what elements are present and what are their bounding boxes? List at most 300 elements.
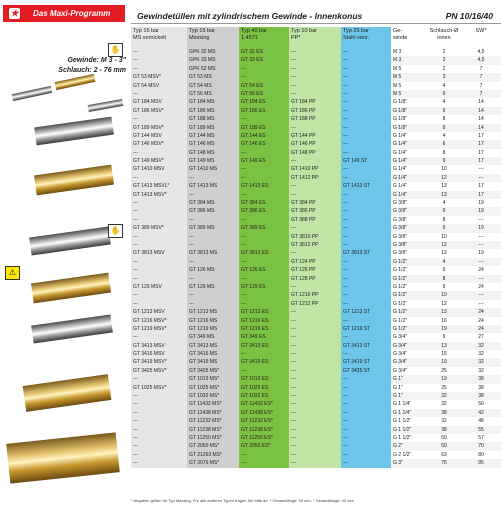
table-cell: GT 349 MS [187,333,239,341]
table-cell: --- [239,73,289,81]
table-cell: GT 3812 PP [289,241,341,249]
table-cell: --- [289,317,341,325]
table-cell: 17 [461,132,501,140]
table-cell: --- [239,241,289,249]
table-cell: GT 1410 PP [289,165,341,173]
table-cell: 14 [461,115,501,123]
table-cell: 19 [461,249,501,257]
table-cell: 38 [461,384,501,392]
table-row [131,275,501,283]
table-cell: --- [341,107,391,115]
table-cell: --- [239,65,289,73]
table-cell: GT 1025 MS* [187,384,239,392]
table-cell: G 1/4" [391,191,427,199]
table-cell: --- [341,291,391,299]
table-cell: GT 126 PP [289,266,341,274]
table-row [131,442,501,450]
table-cell: GT 33 ES [239,56,289,64]
table-row [131,149,501,157]
table-cell: --- [187,174,239,182]
table-cell: GT 3413 ST [341,342,391,350]
table-cell: 6 [427,266,461,274]
table-cell: 16 [427,317,461,325]
table-cell: --- [239,165,289,173]
table-cell: G 1/2" [391,300,427,308]
table-cell: 38 [427,409,461,417]
program-badge-label: Das Maxi-Programm [33,9,111,18]
table-row [131,342,501,350]
table-row [131,56,501,64]
table-cell: G 1 1/4" [391,409,427,417]
table-cell: --- [289,56,341,64]
table-cell: GT 11438 MS* [187,409,239,417]
table-cell: --- [187,216,239,224]
table-cell: --- [341,451,391,459]
table-cell: GT 1212 PP [289,300,341,308]
table-cell: --- [341,283,391,291]
table-cell: --- [239,115,289,123]
table-cell: G 3/8" [391,241,427,249]
table-cell: M 5 [391,82,427,90]
table-cell: 14 [461,107,501,115]
table-cell: G 1/4" [391,140,427,148]
table-cell: 25 [427,384,461,392]
table-cell: 13 [427,182,461,190]
table-cell: 80 [461,451,501,459]
table-cell: GT 3810 PP [289,233,341,241]
table-row [131,426,501,434]
table-cell: GT 2050 ES* [239,442,289,450]
table-cell: --- [131,434,187,442]
table-cell: G 1 1/2" [391,434,427,442]
table-cell: 4,5 [461,56,501,64]
table-cell: --- [341,140,391,148]
table-cell: G 1/2" [391,258,427,266]
table-cell: --- [289,358,341,366]
warning-icon: ⚠ [5,266,20,280]
header-bar [131,10,501,24]
table-row [131,157,501,165]
fitting-image-4 [31,273,111,304]
table-row [131,233,501,241]
table-row [131,409,501,417]
table-cell: --- [239,258,289,266]
table-cell: 4 [427,132,461,140]
table-cell: --- [131,459,187,467]
table-cell: GT 1410 MSV [131,165,187,173]
table-cell: 3 [427,73,461,81]
fitting-image-1 [34,117,114,146]
table-cell: --- [187,233,239,241]
table-cell: --- [131,275,187,283]
table-cell: GT 144 PP [289,132,341,140]
table-cell: 17 [461,182,501,190]
table-cell: G 3/4" [391,350,427,358]
table-cell: --- [289,249,341,257]
table-cell: GT 129 MSV [131,283,187,291]
table-cell: G 3/4" [391,367,427,375]
table-cell: --- [289,82,341,90]
table-cell: --- [289,342,341,350]
table-cell: --- [289,90,341,98]
table-cell: 7 [461,73,501,81]
table-cell: GT 149 ES [239,157,289,165]
table-cell: G 3/8" [391,249,427,257]
table-cell: 10 [427,233,461,241]
table-cell: 50 [427,434,461,442]
table-cell: --- [341,384,391,392]
table-cell: 9 [427,124,461,132]
table-cell: 32 [461,342,501,350]
table-cell: GT 384 MS [187,199,239,207]
table-cell: GT 1019 MS* [187,375,239,383]
table-cell: 4 [427,98,461,106]
table-cell: 6 [427,207,461,215]
table-cell: GT 3419 ST [341,358,391,366]
table-cell: --- [289,451,341,459]
table-cell: 9 [427,157,461,165]
table-cell: GT 3813 MS [187,249,239,257]
table-cell: --- [289,350,341,358]
table-cell: GT 146 MSV* [131,140,187,148]
table-cell: GT 1213 ST [341,308,391,316]
table-row [131,216,501,224]
table-cell: --- [341,266,391,274]
table-cell: GT 386 ES [239,207,289,215]
table-cell: --- [289,308,341,316]
table-cell: 19 [427,358,461,366]
table-cell: GT 1210 PP [289,291,341,299]
table-cell: --- [289,459,341,467]
table-cell: 10 [427,165,461,173]
table-cell: --- [341,224,391,232]
table-cell: --- [187,300,239,308]
table-cell: 19 [427,325,461,333]
table-row [131,375,501,383]
table-cell: GT 11238 MS* [187,426,239,434]
table-cell: G 3/8" [391,233,427,241]
table-cell: --- [341,149,391,157]
table-cell: GT 3413 MSV [131,342,187,350]
table-cell: 14 [461,98,501,106]
fitting-image-3 [29,227,111,256]
table-cell: GT 1216 MSV* [131,317,187,325]
table-row [131,199,501,207]
table-cell: --- [461,291,501,299]
table-cell: GT 11232 ES* [239,417,289,425]
table-cell: G 3" [391,459,427,467]
table-cell: G 1/4" [391,182,427,190]
table-cell: G 1/4" [391,174,427,182]
table-cell: --- [341,434,391,442]
table-row [131,417,501,425]
table-cell: 13 [427,342,461,350]
table-cell: --- [289,367,341,375]
table-cell: --- [131,409,187,417]
table-cell: GT 189 ES [239,124,289,132]
table-cell: G 1/2" [391,283,427,291]
table-cell: GT 149 ST [341,157,391,165]
table-cell: GT 1019 ES [239,375,289,383]
table-row [131,73,501,81]
table-cell: 17 [461,149,501,157]
fitting-image-2 [34,165,114,196]
table-cell: --- [341,82,391,90]
table-cell: G 1/8" [391,124,427,132]
table-cell: --- [239,451,289,459]
table-cell: --- [341,174,391,182]
table-cell: --- [289,124,341,132]
table-cell: M 3 [391,48,427,56]
table-cell: GT 3425 MSV* [131,367,187,375]
table-cell: GT 11432 MS* [187,400,239,408]
table-cell: G 2 1/2" [391,451,427,459]
table-cell: --- [341,199,391,207]
table-cell: --- [341,207,391,215]
table-cell: GT 126 ES [239,266,289,274]
table-cell: 4,5 [461,48,501,56]
table-cell: --- [341,90,391,98]
table-cell: --- [239,174,289,182]
table-cell: GT 32 ES [239,48,289,56]
table-cell: GT 1032 ES [239,392,289,400]
table-cell: --- [289,283,341,291]
table-cell: G 3/4" [391,333,427,341]
table-cell: GT 3413 MS [187,342,239,350]
table-cell: GT 54 ES [239,82,289,90]
table-cell: GT 126 MS [187,266,239,274]
table-cell: --- [239,300,289,308]
table-cell: --- [239,350,289,358]
table-cell: --- [131,115,187,123]
table-cell: 4 [427,258,461,266]
table-cell: GT 149 MS [187,157,239,165]
table-cell: --- [289,73,341,81]
table-cell: GT 384 PP [289,199,341,207]
table-cell: G 1/4" [391,149,427,157]
table-cell: 7 [461,82,501,90]
table-cell: 2 [427,65,461,73]
table-cell: --- [341,191,391,199]
table-cell: GT 129 MS [187,283,239,291]
table-cell: --- [289,191,341,199]
table-cell: --- [341,317,391,325]
footnote: * Angaben gelten für Typ Messing. Für alle anderen Typen fragen Sie bitte an. * Gesamtlänge: 33 mm, * Gesamtlänge: 42 mm [131,498,354,503]
table-cell: --- [341,459,391,467]
table-row [131,90,501,98]
table-cell: GT 1413 ST [341,182,391,190]
table-cell: GT 184 PP [289,98,341,106]
table-cell: --- [341,124,391,132]
table-cell: G 1" [391,384,427,392]
table-cell: 7 [461,90,501,98]
table-cell: GT 1413 MSVL* [131,182,187,190]
table-cell: 12 [427,300,461,308]
table-row [131,451,501,459]
table-row [131,174,501,182]
table-cell: --- [289,375,341,383]
table-cell: GT 3413 ES [239,342,289,350]
table-cell: 10 [427,291,461,299]
table-cell: GT 146 ES [239,140,289,148]
table-cell: 24 [461,325,501,333]
table-cell: GT 184 ES [239,98,289,106]
table-cell: --- [239,275,289,283]
table-cell: 8 [427,216,461,224]
table-cell: 32 [461,350,501,358]
table-row [131,140,501,148]
table-cell: 6 [427,107,461,115]
table-cell: --- [341,241,391,249]
table-cell: --- [131,333,187,341]
table-cell: GT 11250 MS* [187,434,239,442]
table-cell: --- [289,400,341,408]
table-cell: M 5 [391,73,427,81]
table-cell: 6 [427,140,461,148]
table-cell: GT 144 MSV [131,132,187,140]
fitting-image-small-2 [88,99,124,112]
table-cell: G 1/2" [391,325,427,333]
table-cell: GT 1219 ES [239,325,289,333]
table-cell: --- [289,417,341,425]
table-cell: --- [341,98,391,106]
table-cell: --- [131,417,187,425]
table-cell: GT 1025 MSV* [131,384,187,392]
table-cell: M 5 [391,90,427,98]
table-cell: G 3/8" [391,199,427,207]
table-cell: GT 3419 ES [239,358,289,366]
table-row [131,350,501,358]
table-cell: 9 [427,224,461,232]
table-cell: G 2" [391,442,427,450]
table-cell: GT 389 MS [187,224,239,232]
table-row [131,48,501,56]
table-cell: GT 1216 ES [239,317,289,325]
table-cell: 25 [427,367,461,375]
table-cell: --- [131,291,187,299]
table-cell: GT 186 ES [239,107,289,115]
table-cell: --- [461,174,501,182]
table-cell: 17 [461,157,501,165]
table-cell: 24 [461,308,501,316]
table-cell: 95 [461,459,501,467]
fitting-image-7 [6,432,120,483]
table-cell: 32 [461,358,501,366]
table-cell: GT 1213 MS [187,308,239,316]
table-row [131,392,501,400]
table-cell: 76 [427,459,461,467]
table-cell: --- [461,233,501,241]
table-cell: --- [341,65,391,73]
table-cell: GT 3416 MS [187,350,239,358]
table-cell: --- [341,375,391,383]
table-cell: GT 146 MS [187,140,239,148]
table-cell: G 3/8" [391,224,427,232]
table-cell: --- [461,275,501,283]
table-cell: G 1" [391,392,427,400]
table-cell: --- [187,291,239,299]
table-cell: GT 3425 MS* [187,367,239,375]
table-cell: --- [289,409,341,417]
table-cell: 32 [427,417,461,425]
table-cell: --- [289,65,341,73]
table-row [131,132,501,140]
table-cell: GT 56 ES [239,90,289,98]
table-cell: --- [131,174,187,182]
table-cell: --- [461,241,501,249]
table-cell: --- [131,258,187,266]
table-cell: 14 [461,124,501,132]
table-cell: G 3/8" [391,207,427,215]
table-row [131,182,501,190]
table-cell: GT 144 MS [187,132,239,140]
table-cell: --- [341,442,391,450]
table-cell: G 3/4" [391,358,427,366]
table-cell: 4 [427,199,461,207]
table-cell: GT 3813 ES [239,249,289,257]
table-cell: GT 186 MSV* [131,107,187,115]
table-cell: GT 349 ES [239,333,289,341]
table-cell: G 1 1/2" [391,417,427,425]
col-header-ms: Typ 16 bar Messing [187,27,239,48]
table-cell: 38 [461,392,501,400]
table-cell: GT 146 PP [289,140,341,148]
col-header-msv: Typ 16 bar MS vernickelt [131,27,187,48]
table-cell: 12 [427,241,461,249]
table-cell: GT 1413 MSV* [131,191,187,199]
table-cell: G 1/2" [391,266,427,274]
table-cell: GT 386 PP [289,207,341,215]
table-cell: GT 11438 ES* [239,409,289,417]
table-cell: 63 [427,451,461,459]
table-cell: 38 [427,426,461,434]
table-cell: GT 3416 MSV [131,350,187,358]
table-cell: --- [341,115,391,123]
table-cell: GT 3419 MSV* [131,358,187,366]
table-cell: GT 386 MS [187,207,239,215]
table-cell: --- [289,434,341,442]
table-cell: --- [187,191,239,199]
table-cell: G 1/8" [391,115,427,123]
table-cell: --- [289,392,341,400]
table-cell: --- [289,182,341,190]
table-row [131,300,501,308]
col-header-es: Typ 40 bar 1.4571 [239,27,289,48]
table-cell: 7 [461,65,501,73]
product-code: PN 10/16/40 [445,11,493,21]
table-cell: --- [461,258,501,266]
table-row [131,308,501,316]
table-cell: 9 [427,283,461,291]
fitting-image-5 [31,315,113,344]
table-row [131,207,501,215]
table-row [131,191,501,199]
table-cell: GT 124 PP [289,258,341,266]
table-cell: GT 56 MS [187,90,239,98]
table-cell: --- [131,199,187,207]
table-cell: M 3 [391,56,427,64]
table-cell: 8 [427,115,461,123]
table-cell: --- [461,165,501,173]
table-row [131,317,501,325]
table-row [131,400,501,408]
fitting-image-6 [23,374,112,412]
table-cell: G 1/2" [391,275,427,283]
table-cell: --- [341,350,391,358]
table-cell: GPK 32 MS [187,48,239,56]
hose-spec: Schlauch: 2 - 76 mm [58,67,126,74]
col-header-pp: Typ 10 bar PP* [289,27,341,48]
